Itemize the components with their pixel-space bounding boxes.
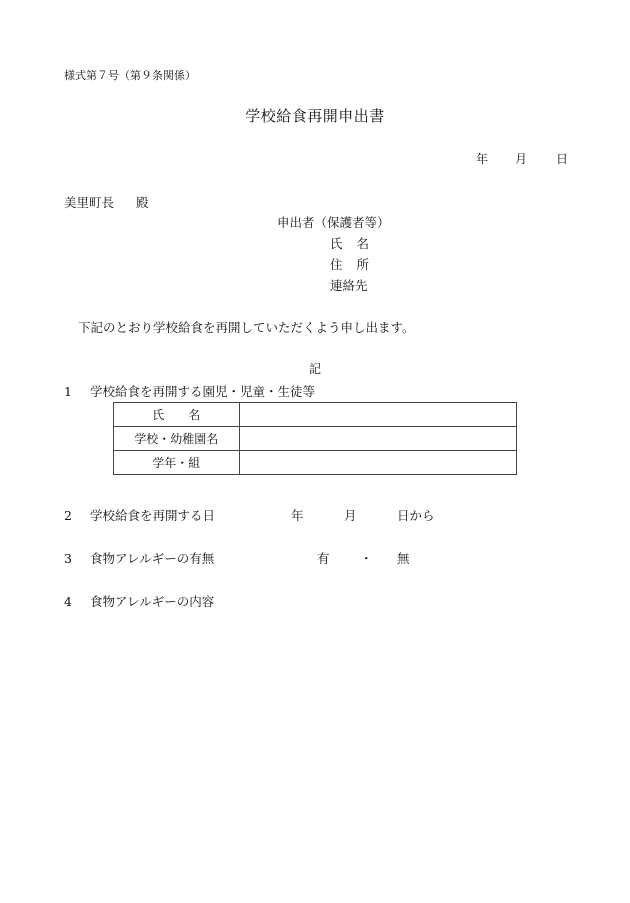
form-number: 様式第７号（第９条関係） — [64, 69, 196, 82]
date-day-label: 日 — [556, 152, 569, 166]
applicant-label: 申出者（保護者等） — [277, 215, 390, 230]
item-1-number: 1 — [64, 384, 72, 399]
table-row — [114, 403, 517, 427]
item-2 — [64, 506, 215, 524]
item-2-text: 学校給食を再開する日 — [90, 508, 216, 523]
item-3-text: 食物アレルギーの有無 — [90, 551, 215, 566]
student-name-label: 氏 名 — [114, 403, 240, 427]
applicant-name-label — [330, 234, 369, 252]
grade-class-label: 学年・組 — [114, 451, 240, 475]
resume-year-label: 年 — [291, 508, 304, 523]
item-3 — [64, 549, 214, 567]
item-2-number: 2 — [64, 508, 72, 523]
table-row — [114, 451, 517, 475]
ki-heading: 記 — [308, 362, 321, 376]
document-title: 学校給食再開申出書 — [245, 107, 385, 125]
applicant-contact-label: 連絡先 — [330, 278, 368, 293]
addressee — [64, 193, 149, 211]
allergy-yes-option[interactable]: 有 — [317, 551, 330, 566]
date-month-label: 月 — [515, 152, 528, 166]
addressee-honorific: 殿 — [136, 195, 149, 210]
item-3-number: 3 — [64, 551, 72, 566]
applicant-name-char-2: 名 — [356, 236, 370, 251]
date-year-label: 年 — [476, 152, 489, 166]
item-4-number: 4 — [64, 594, 72, 609]
item-4-text: 食物アレルギーの内容 — [90, 594, 215, 609]
applicant-address-char-1: 住 — [330, 257, 343, 272]
applicant-address-label — [330, 255, 369, 273]
school-name-field[interactable] — [239, 427, 517, 451]
school-name-label: 学校・幼稚園名 — [114, 427, 240, 451]
item-1 — [64, 382, 315, 400]
student-info-table — [113, 402, 517, 475]
allergy-separator: ・ — [360, 551, 373, 566]
allergy-no-option[interactable]: 無 — [397, 551, 410, 566]
grade-class-field[interactable] — [239, 451, 517, 475]
student-name-field[interactable] — [239, 403, 517, 427]
addressee-name: 美里町長 — [64, 195, 115, 210]
table-row — [114, 427, 517, 451]
item-4 — [64, 592, 214, 610]
applicant-address-char-2: 所 — [356, 257, 370, 272]
applicant-name-char-1: 氏 — [330, 236, 343, 251]
resume-day-label: 日から — [397, 508, 435, 523]
intro-text: 下記のとおり学校給食を再開していただくよう申し出ます。 — [78, 320, 415, 335]
item-1-text: 学校給食を再開する園児・児童・生徒等 — [90, 384, 316, 399]
resume-month-label: 月 — [344, 508, 357, 523]
